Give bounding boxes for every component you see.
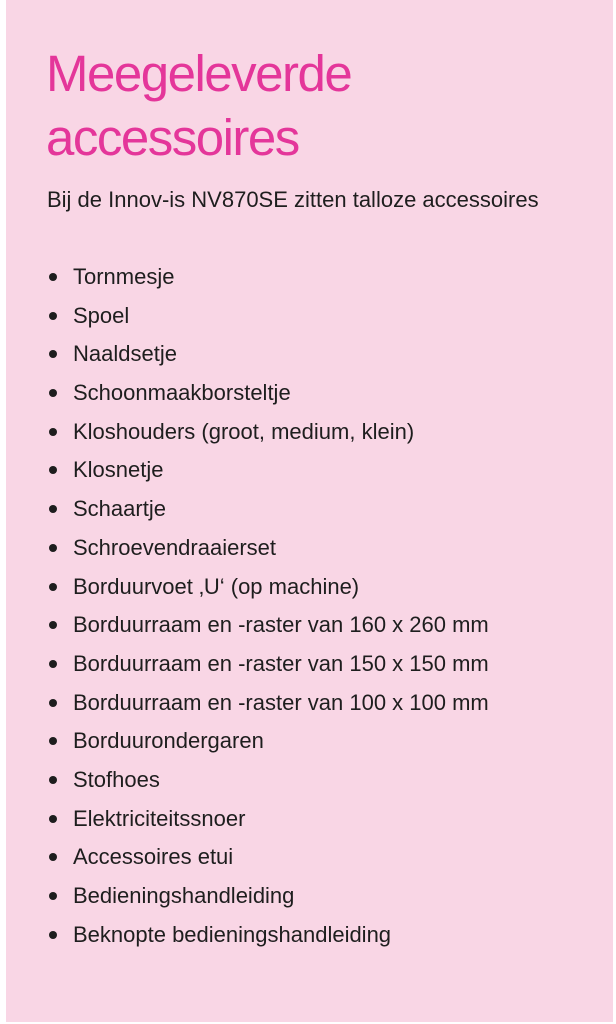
bullet-icon — [49, 815, 57, 823]
list-item-label: Bedieningshandleiding — [73, 883, 295, 908]
list-item — [47, 490, 489, 529]
accessories-panel — [6, 0, 613, 1022]
list-item-label: Klosnetje — [73, 457, 164, 483]
list-item-label: Borduurraam en -raster van 100 x 100 mm — [73, 689, 489, 715]
list-item — [47, 529, 489, 568]
list-item — [47, 838, 489, 877]
list-item — [47, 877, 489, 916]
bullet-icon — [49, 621, 57, 629]
bullet-icon — [49, 583, 57, 591]
page-title: Meegeleverde accessoires — [46, 45, 352, 166]
bullet-icon — [49, 660, 57, 668]
list-item-label: Beknopte bedieningshandleiding — [73, 921, 392, 947]
list-item — [47, 684, 489, 723]
list-item-label: Naaldsetje — [73, 341, 177, 367]
list-item-label: Accessoires etui — [73, 844, 234, 870]
list-item — [47, 451, 489, 490]
list-item — [47, 645, 489, 684]
list-item — [47, 761, 489, 800]
list-item — [47, 800, 489, 839]
bullet-icon — [49, 273, 57, 281]
bullet-icon — [49, 892, 57, 900]
list-item — [47, 568, 489, 607]
list-item — [47, 606, 489, 645]
bullet-icon — [49, 776, 57, 784]
list-item — [47, 374, 489, 413]
list-item-label: Borduurvoet ‚U‘ (op machine) — [73, 573, 360, 599]
bullet-icon — [49, 505, 57, 513]
list-item — [47, 916, 489, 955]
bullet-icon — [49, 350, 57, 358]
list-item-label: Tornmesje — [73, 264, 175, 289]
bullet-icon — [49, 428, 57, 436]
list-item — [47, 297, 489, 336]
list-item — [47, 722, 489, 761]
accessories-list — [47, 258, 489, 954]
bullet-icon — [49, 389, 57, 397]
list-item-label: Schroevendraaierset — [73, 534, 277, 560]
bullet-icon — [49, 544, 57, 552]
list-item — [47, 258, 489, 297]
bullet-icon — [49, 312, 57, 320]
bullet-icon — [49, 466, 57, 474]
list-item-label: Kloshouders (groot, medium, klein) — [73, 418, 415, 444]
bullet-icon — [49, 699, 57, 707]
list-item-label: Borduurraam en -raster van 150 x 150 mm — [73, 650, 489, 676]
list-item-label: Borduurraam en -raster van 160 x 260 mm — [73, 612, 489, 638]
list-item-label: Spoel — [73, 302, 130, 328]
bullet-icon — [49, 737, 57, 745]
list-item-label: Elektriciteitssnoer — [73, 805, 246, 831]
list-item-label: Schaartje — [73, 496, 166, 522]
intro-text: Bij de Innov-is NV870SE zitten talloze accessoires — [47, 187, 539, 212]
list-item-label: Stofhoes — [73, 766, 160, 792]
bullet-icon — [49, 931, 57, 939]
list-item — [47, 335, 489, 374]
list-item — [47, 413, 489, 452]
bullet-icon — [49, 853, 57, 861]
list-item-label: Borduurondergaren — [73, 728, 264, 754]
list-item-label: Schoonmaakborsteltje — [73, 380, 291, 406]
